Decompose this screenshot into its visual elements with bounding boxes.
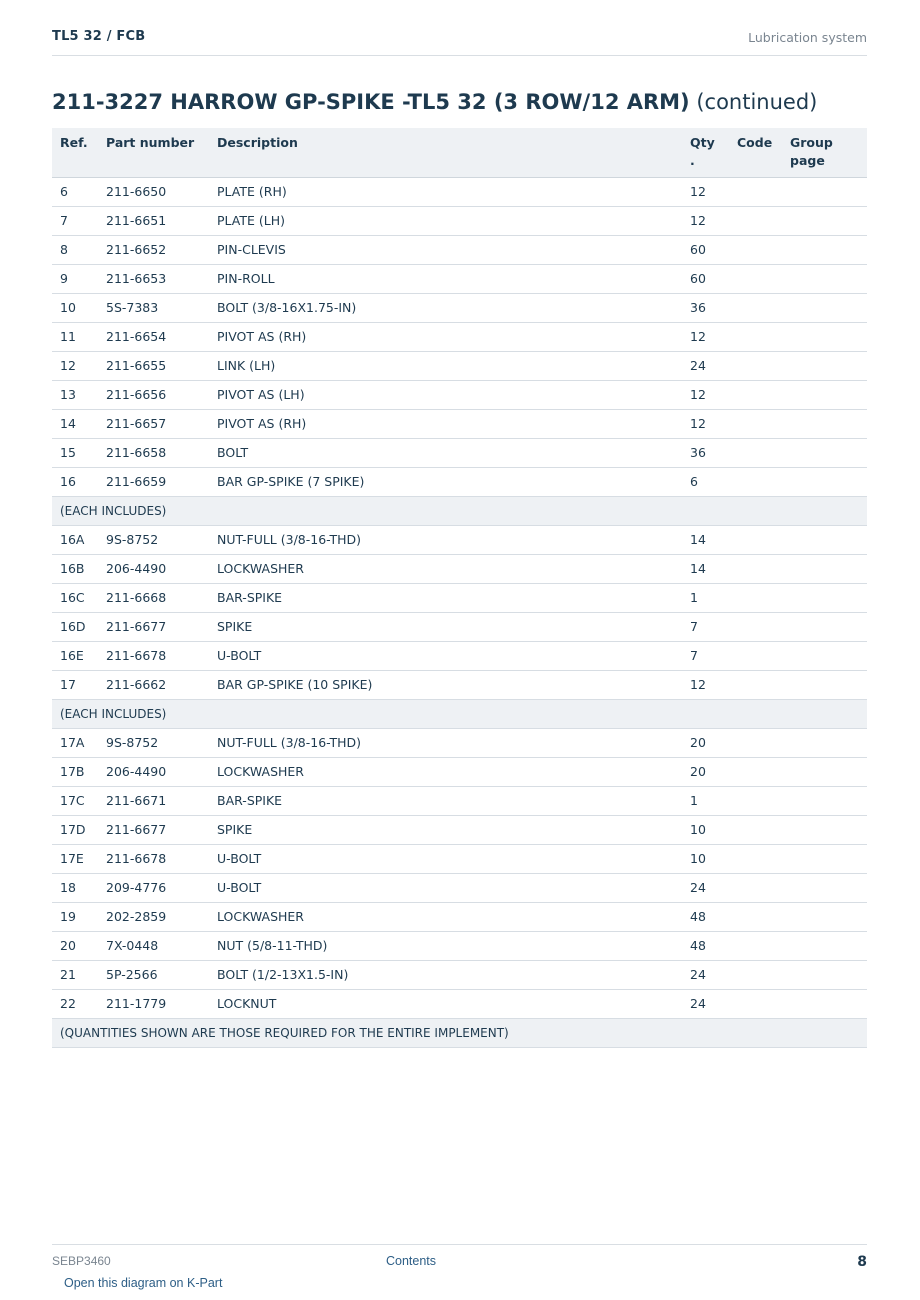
qty-cell: 24 bbox=[682, 873, 729, 902]
description-cell: PLATE (RH) bbox=[209, 177, 682, 206]
column-header-qty bbox=[682, 128, 729, 177]
qty-header-line-1: Qty bbox=[690, 135, 715, 150]
ref-cell: 22 bbox=[52, 989, 98, 1018]
code-cell bbox=[729, 641, 782, 670]
qty-cell: 20 bbox=[682, 728, 729, 757]
ref-cell: 16C bbox=[52, 583, 98, 612]
group-page-cell bbox=[782, 380, 867, 409]
ref-cell: 17 bbox=[52, 670, 98, 699]
qty-cell: 12 bbox=[682, 206, 729, 235]
description-cell: PIN-ROLL bbox=[209, 264, 682, 293]
ref-cell: 17C bbox=[52, 786, 98, 815]
parts-table-header bbox=[52, 128, 867, 177]
part-number-cell: 206-4490 bbox=[98, 554, 209, 583]
description-cell: U-BOLT bbox=[209, 873, 682, 902]
group-page-cell bbox=[782, 728, 867, 757]
ref-cell: 16 bbox=[52, 467, 98, 496]
description-cell: LOCKWASHER bbox=[209, 902, 682, 931]
part-row bbox=[52, 612, 867, 641]
page-number: 8 bbox=[857, 1254, 867, 1270]
description-cell: BAR-SPIKE bbox=[209, 583, 682, 612]
group-page-cell bbox=[782, 815, 867, 844]
qty-cell: 24 bbox=[682, 989, 729, 1018]
qty-cell: 36 bbox=[682, 438, 729, 467]
part-row bbox=[52, 409, 867, 438]
group-page-cell bbox=[782, 931, 867, 960]
part-number-cell: 211-6652 bbox=[98, 235, 209, 264]
qty-cell: 10 bbox=[682, 815, 729, 844]
publication-code: SEBP3460 bbox=[52, 1254, 111, 1268]
part-row bbox=[52, 525, 867, 554]
part-row bbox=[52, 554, 867, 583]
ref-cell: 7 bbox=[52, 206, 98, 235]
part-row bbox=[52, 873, 867, 902]
qty-cell: 1 bbox=[682, 583, 729, 612]
code-cell bbox=[729, 409, 782, 438]
part-number-cell: 5S-7383 bbox=[98, 293, 209, 322]
part-number-cell: 211-6677 bbox=[98, 815, 209, 844]
part-number-cell: 9S-8752 bbox=[98, 525, 209, 554]
code-cell bbox=[729, 525, 782, 554]
description-cell: BAR-SPIKE bbox=[209, 786, 682, 815]
page-header bbox=[52, 28, 867, 56]
column-header-ref: Ref. bbox=[52, 128, 98, 177]
qty-cell: 10 bbox=[682, 844, 729, 873]
qty-cell: 12 bbox=[682, 380, 729, 409]
part-row bbox=[52, 757, 867, 786]
part-number-cell: 211-6655 bbox=[98, 351, 209, 380]
part-number-cell: 211-6651 bbox=[98, 206, 209, 235]
code-cell bbox=[729, 612, 782, 641]
ref-cell: 16A bbox=[52, 525, 98, 554]
qty-cell: 24 bbox=[682, 960, 729, 989]
qty-cell: 60 bbox=[682, 235, 729, 264]
code-cell bbox=[729, 757, 782, 786]
part-row bbox=[52, 235, 867, 264]
part-number-cell: 211-6658 bbox=[98, 438, 209, 467]
code-cell bbox=[729, 235, 782, 264]
description-cell: NUT-FULL (3/8-16-THD) bbox=[209, 728, 682, 757]
part-row bbox=[52, 177, 867, 206]
part-row bbox=[52, 902, 867, 931]
note-text: (EACH INCLUDES) bbox=[52, 496, 867, 525]
qty-cell: 24 bbox=[682, 351, 729, 380]
part-number-cell: 211-6657 bbox=[98, 409, 209, 438]
group-page-cell bbox=[782, 786, 867, 815]
open-in-kpart-link[interactable]: Open this diagram on K-Part bbox=[64, 1276, 223, 1290]
group-page-cell bbox=[782, 583, 867, 612]
group-page-cell bbox=[782, 409, 867, 438]
qty-cell: 48 bbox=[682, 902, 729, 931]
ref-cell: 16B bbox=[52, 554, 98, 583]
part-number-cell: 5P-2566 bbox=[98, 960, 209, 989]
code-cell bbox=[729, 351, 782, 380]
column-header-part-number: Part number bbox=[98, 128, 209, 177]
part-number-cell: 7X-0448 bbox=[98, 931, 209, 960]
part-number-cell: 211-6659 bbox=[98, 467, 209, 496]
qty-cell: 60 bbox=[682, 264, 729, 293]
note-row bbox=[52, 699, 867, 728]
ref-cell: 12 bbox=[52, 351, 98, 380]
assembly-title: 211-3227 HARROW GP-SPIKE -TL5 32 (3 ROW/12 ARM) bbox=[52, 90, 690, 114]
qty-cell: 6 bbox=[682, 467, 729, 496]
description-cell: BAR GP-SPIKE (7 SPIKE) bbox=[209, 467, 682, 496]
code-cell bbox=[729, 931, 782, 960]
part-row bbox=[52, 815, 867, 844]
note-row bbox=[52, 496, 867, 525]
part-number-cell: 9S-8752 bbox=[98, 728, 209, 757]
description-cell: BOLT (3/8-16X1.75-IN) bbox=[209, 293, 682, 322]
code-cell bbox=[729, 815, 782, 844]
group-page-cell bbox=[782, 554, 867, 583]
group-page-cell bbox=[782, 351, 867, 380]
part-row bbox=[52, 351, 867, 380]
code-cell bbox=[729, 989, 782, 1018]
ref-cell: 20 bbox=[52, 931, 98, 960]
part-row bbox=[52, 670, 867, 699]
part-number-cell: 206-4490 bbox=[98, 757, 209, 786]
ref-cell: 17B bbox=[52, 757, 98, 786]
description-cell: PIN-CLEVIS bbox=[209, 235, 682, 264]
qty-cell: 12 bbox=[682, 409, 729, 438]
part-row bbox=[52, 467, 867, 496]
qty-cell: 12 bbox=[682, 177, 729, 206]
ref-cell: 16E bbox=[52, 641, 98, 670]
qty-cell: 14 bbox=[682, 554, 729, 583]
ref-cell: 17D bbox=[52, 815, 98, 844]
ref-cell: 10 bbox=[52, 293, 98, 322]
part-row bbox=[52, 380, 867, 409]
part-number-cell: 211-6671 bbox=[98, 786, 209, 815]
column-header-code: Code bbox=[729, 128, 782, 177]
ref-cell: 17E bbox=[52, 844, 98, 873]
group-page-cell bbox=[782, 467, 867, 496]
part-number-cell: 211-6668 bbox=[98, 583, 209, 612]
group-page-cell bbox=[782, 438, 867, 467]
part-row bbox=[52, 206, 867, 235]
part-row bbox=[52, 293, 867, 322]
qty-cell: 12 bbox=[682, 322, 729, 351]
group-page-cell bbox=[782, 989, 867, 1018]
qty-cell: 7 bbox=[682, 612, 729, 641]
group-page-cell bbox=[782, 641, 867, 670]
group-header-line-1: Group bbox=[790, 135, 833, 150]
description-cell: BOLT (1/2-13X1.5-IN) bbox=[209, 960, 682, 989]
ref-cell: 18 bbox=[52, 873, 98, 902]
part-number-cell: 211-6677 bbox=[98, 612, 209, 641]
part-row bbox=[52, 931, 867, 960]
part-row bbox=[52, 438, 867, 467]
description-cell: SPIKE bbox=[209, 815, 682, 844]
qty-cell: 14 bbox=[682, 525, 729, 554]
qty-cell: 36 bbox=[682, 293, 729, 322]
part-number-cell: 211-6656 bbox=[98, 380, 209, 409]
part-row bbox=[52, 728, 867, 757]
description-cell: NUT (5/8-11-THD) bbox=[209, 931, 682, 960]
ref-cell: 8 bbox=[52, 235, 98, 264]
column-header-description: Description bbox=[209, 128, 682, 177]
description-cell: PIVOT AS (RH) bbox=[209, 322, 682, 351]
code-cell bbox=[729, 177, 782, 206]
group-page-cell bbox=[782, 844, 867, 873]
ref-cell: 16D bbox=[52, 612, 98, 641]
code-cell bbox=[729, 728, 782, 757]
part-number-cell: 211-6678 bbox=[98, 844, 209, 873]
description-cell: U-BOLT bbox=[209, 641, 682, 670]
section-name: Lubrication system bbox=[748, 30, 867, 45]
description-cell: NUT-FULL (3/8-16-THD) bbox=[209, 525, 682, 554]
description-cell: LOCKWASHER bbox=[209, 554, 682, 583]
qty-cell: 1 bbox=[682, 786, 729, 815]
description-cell: PLATE (LH) bbox=[209, 206, 682, 235]
code-cell bbox=[729, 902, 782, 931]
note-text: (QUANTITIES SHOWN ARE THOSE REQUIRED FOR THE ENTIRE IMPLEMENT) bbox=[52, 1018, 867, 1047]
code-cell bbox=[729, 380, 782, 409]
code-cell bbox=[729, 873, 782, 902]
continued-label: (continued) bbox=[689, 90, 818, 114]
code-cell bbox=[729, 322, 782, 351]
description-cell: PIVOT AS (LH) bbox=[209, 380, 682, 409]
part-number-cell: 211-1779 bbox=[98, 989, 209, 1018]
part-number-cell: 202-2859 bbox=[98, 902, 209, 931]
group-page-cell bbox=[782, 322, 867, 351]
part-number-cell: 211-6650 bbox=[98, 177, 209, 206]
part-row bbox=[52, 989, 867, 1018]
qty-cell: 20 bbox=[682, 757, 729, 786]
page-title bbox=[52, 90, 817, 114]
column-header-group-page bbox=[782, 128, 867, 177]
code-cell bbox=[729, 960, 782, 989]
part-row bbox=[52, 583, 867, 612]
group-page-cell bbox=[782, 235, 867, 264]
part-row bbox=[52, 641, 867, 670]
note-text: (EACH INCLUDES) bbox=[52, 699, 867, 728]
code-cell bbox=[729, 293, 782, 322]
group-page-cell bbox=[782, 177, 867, 206]
ref-cell: 9 bbox=[52, 264, 98, 293]
description-cell: LOCKNUT bbox=[209, 989, 682, 1018]
ref-cell: 15 bbox=[52, 438, 98, 467]
part-row bbox=[52, 786, 867, 815]
code-cell bbox=[729, 670, 782, 699]
part-number-cell: 211-6653 bbox=[98, 264, 209, 293]
note-row bbox=[52, 1018, 867, 1047]
code-cell bbox=[729, 583, 782, 612]
part-row bbox=[52, 960, 867, 989]
ref-cell: 14 bbox=[52, 409, 98, 438]
header-row bbox=[52, 128, 867, 177]
description-cell: U-BOLT bbox=[209, 844, 682, 873]
description-cell: BOLT bbox=[209, 438, 682, 467]
code-cell bbox=[729, 467, 782, 496]
group-header-line-2: page bbox=[790, 153, 825, 168]
part-number-cell: 211-6654 bbox=[98, 322, 209, 351]
description-cell: LINK (LH) bbox=[209, 351, 682, 380]
ref-cell: 13 bbox=[52, 380, 98, 409]
group-page-cell bbox=[782, 873, 867, 902]
group-page-cell bbox=[782, 670, 867, 699]
parts-table bbox=[52, 128, 867, 1048]
parts-table-body bbox=[52, 177, 867, 1047]
document-id: TL5 32 / FCB bbox=[52, 29, 146, 44]
part-row bbox=[52, 322, 867, 351]
group-page-cell bbox=[782, 525, 867, 554]
description-cell: SPIKE bbox=[209, 612, 682, 641]
code-cell bbox=[729, 206, 782, 235]
code-cell bbox=[729, 844, 782, 873]
group-page-cell bbox=[782, 902, 867, 931]
qty-cell: 7 bbox=[682, 641, 729, 670]
part-number-cell: 211-6678 bbox=[98, 641, 209, 670]
group-page-cell bbox=[782, 757, 867, 786]
qty-header-line-2: . bbox=[690, 153, 695, 168]
ref-cell: 6 bbox=[52, 177, 98, 206]
description-cell: LOCKWASHER bbox=[209, 757, 682, 786]
part-row bbox=[52, 264, 867, 293]
group-page-cell bbox=[782, 960, 867, 989]
part-row bbox=[52, 844, 867, 873]
group-page-cell bbox=[782, 293, 867, 322]
part-number-cell: 209-4776 bbox=[98, 873, 209, 902]
qty-cell: 12 bbox=[682, 670, 729, 699]
part-number-cell: 211-6662 bbox=[98, 670, 209, 699]
code-cell bbox=[729, 438, 782, 467]
ref-cell: 19 bbox=[52, 902, 98, 931]
ref-cell: 21 bbox=[52, 960, 98, 989]
group-page-cell bbox=[782, 206, 867, 235]
group-page-cell bbox=[782, 264, 867, 293]
contents-link[interactable]: Contents bbox=[386, 1254, 437, 1268]
ref-cell: 11 bbox=[52, 322, 98, 351]
group-page-cell bbox=[782, 612, 867, 641]
description-cell: PIVOT AS (RH) bbox=[209, 409, 682, 438]
code-cell bbox=[729, 554, 782, 583]
ref-cell: 17A bbox=[52, 728, 98, 757]
page-footer bbox=[52, 1244, 867, 1275]
qty-cell: 48 bbox=[682, 931, 729, 960]
description-cell: BAR GP-SPIKE (10 SPIKE) bbox=[209, 670, 682, 699]
code-cell bbox=[729, 264, 782, 293]
code-cell bbox=[729, 786, 782, 815]
